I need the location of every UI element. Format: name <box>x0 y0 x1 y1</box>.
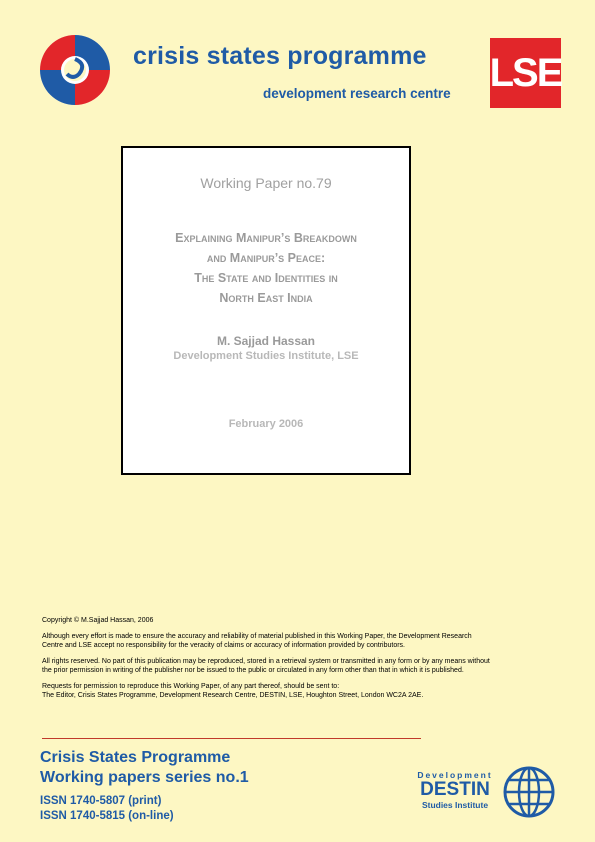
permission-line: Requests for permission to reproduce this Working Paper, of any part thereof, should be sent to: <box>42 683 340 690</box>
author-name: M. Sajjad Hassan <box>216 334 316 348</box>
programme-subtitle: development research centre <box>263 86 451 101</box>
destin-name: DESTIN <box>420 779 490 800</box>
globe-icon <box>503 766 555 818</box>
disclaimer: Although every effort is made to ensure the accuracy and reliability of material published in this Working Paper, the Development Research Centre and LSE accept no responsibility for the veracity of claims or accuracy of information provided by contributors. <box>42 633 472 649</box>
copyright-notice: Copyright © M.Sajjad Hassan, 2006 <box>42 617 154 624</box>
fine-print <box>42 616 492 707</box>
title-line: The State and Identities in <box>194 271 338 285</box>
destin-top: Development <box>417 770 493 780</box>
title-line: North East India <box>219 291 313 305</box>
destin-bottom: Studies Institute <box>421 800 489 810</box>
permission-address: The Editor, Crisis States Programme, Development Research Centre, DESTIN, LSE, Houghton Street, London WC2A 2AE. <box>42 692 424 699</box>
issn-online: ISSN 1740-5815 (on-line) <box>40 810 174 822</box>
series-info <box>40 748 249 824</box>
rights-notice: All rights reserved. No part of this publication may be reproduced, stored in a retrieval system or transmitted in any form or by any means without the prior permission in writing of the publisher nor be issued to the public or circulated in any form other than that in which it is published. <box>42 658 490 674</box>
divider <box>42 738 421 739</box>
title-line: and Manipur’s Peace: <box>206 251 326 265</box>
series-line-1: Crisis States Programme <box>40 749 231 766</box>
swirl-logo-icon <box>39 34 111 106</box>
paper-title <box>123 228 409 308</box>
title-line: Explaining Manipur’s Breakdown <box>175 231 357 245</box>
programme-title: crisis states programme <box>133 42 427 70</box>
destin-logo-text <box>413 770 497 810</box>
series-line-2: Working papers series no.1 <box>40 769 249 786</box>
lse-logo: LSE <box>490 38 561 108</box>
publication-date: February 2006 <box>228 418 304 430</box>
cover-box <box>121 146 411 475</box>
working-paper-number: Working Paper no.79 <box>200 175 332 191</box>
issn-print: ISSN 1740-5807 (print) <box>40 795 162 807</box>
permission-notice <box>42 682 492 700</box>
author-affiliation: Development Studies Institute, LSE <box>173 350 359 362</box>
